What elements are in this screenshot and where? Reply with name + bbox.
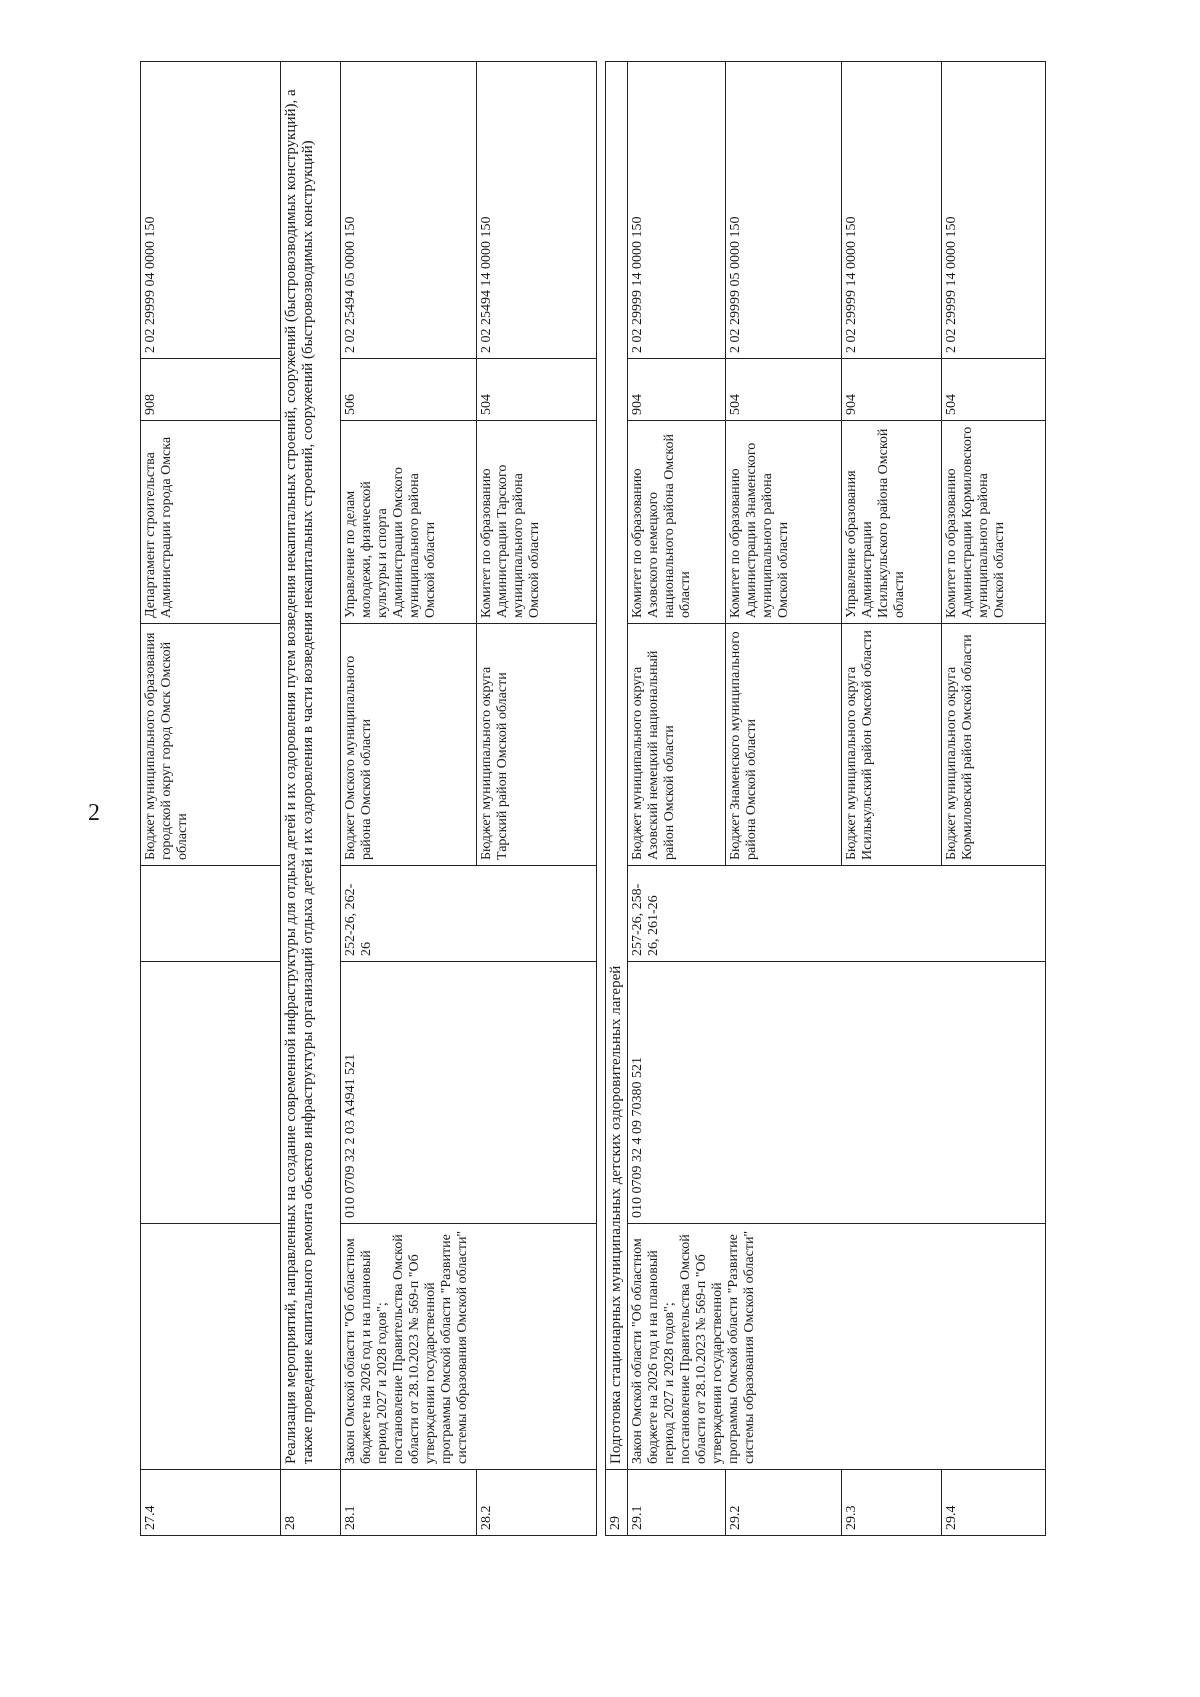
spacer <box>597 62 606 1536</box>
budget-name: Бюджет муниципального образования городской округ город Омск Омской области <box>141 624 281 866</box>
row-number: 29 <box>606 1470 628 1536</box>
row-number: 29.3 <box>842 1470 942 1536</box>
table-row-29-1 <box>628 62 726 1536</box>
rotated-table-container <box>140 62 1044 1536</box>
admin-code: 908 <box>141 359 281 421</box>
row-number: 28.2 <box>477 1470 597 1536</box>
revenue-code: 2 02 29999 14 0000 150 <box>842 62 942 359</box>
line-numbers: 252-26, 262-26 <box>341 866 597 962</box>
revenue-code: 2 02 29999 05 0000 150 <box>726 62 842 359</box>
revenue-code: 2 02 29999 14 0000 150 <box>942 62 1046 359</box>
budget-name: Бюджет муниципального округа Кормиловский район Омской области <box>942 624 1046 866</box>
row-number: 29.1 <box>628 1470 726 1536</box>
admin-code: 504 <box>726 359 842 421</box>
budget-name: Бюджет Знаменского муниципального района Омской области <box>726 624 842 866</box>
section-row-28 <box>281 62 341 1536</box>
administrator-name: Комитет по образованию Администрации Тарского муниципального района Омской области <box>477 421 597 624</box>
revenue-code: 2 02 29999 04 0000 150 <box>141 62 281 359</box>
row-number: 27.4 <box>141 1470 281 1536</box>
legal-basis: Закон Омской области "Об областном бюджете на 2026 год и на плановый период 2027 и 2028 годов"; постановление Правительства Омской области от 28.10.2023 № 569-п "Об утверждении государственной программы Омской области "Развитие системы образования Омской области" <box>628 1224 1046 1470</box>
budget-name: Бюджет Омского муниципального района Омской области <box>341 624 477 866</box>
row-number: 29.4 <box>942 1470 1046 1536</box>
classification-code: 010 0709 32 2 03 А4941 521 <box>341 962 597 1224</box>
line-numbers: 257-26, 258-26, 261-26 <box>628 866 1046 962</box>
admin-code: 904 <box>628 359 726 421</box>
admin-code: 506 <box>341 359 477 421</box>
revenue-code: 2 02 25494 05 0000 150 <box>341 62 477 359</box>
administrator-name: Комитет по образованию Азовского немецкого национального района Омской области <box>628 421 726 624</box>
spacer-row <box>597 62 606 1536</box>
section-title: Реализация мероприятий, направленных на создание современной инфраструктуры для отдыха детей и их оздоровления путем возведения некапитальных строений, сооружений (быстровозводимых конструкций), а также проведение капитального ремонта объектов инфраструктуры организаций отдыха детей и их оздоровления в части возведения некапитальных строений, сооружений (быстровозводимых конструкций) <box>281 62 341 1470</box>
section-title: Подготовка стационарных муниципальных детских оздоровительных лагерей <box>606 62 628 1470</box>
table-row-27-4 <box>141 62 281 1536</box>
admin-code: 904 <box>842 359 942 421</box>
budget-name: Бюджет муниципального округа Исилькульский район Омской области <box>842 624 942 866</box>
section-row-29 <box>606 62 628 1536</box>
budget-name: Бюджет муниципального округа Тарский район Омской области <box>477 624 597 866</box>
administrator-name: Управление по делам молодежи, физической культуры и спорта Администрации Омского муниципального района Омской области <box>341 421 477 624</box>
revenue-code: 2 02 29999 14 0000 150 <box>628 62 726 359</box>
budget-table <box>140 61 1046 1536</box>
line-number-cell <box>141 866 281 962</box>
administrator-name: Департамент строительства Администрации города Омска <box>141 421 281 624</box>
administrator-name: Управление образования Администрации Исилькульского района Омской области <box>842 421 942 624</box>
classification-code: 010 0709 32 4 09 70380 521 <box>628 962 1046 1224</box>
legal-basis-cell <box>141 1224 281 1470</box>
table-row-28-1 <box>341 62 477 1536</box>
administrator-name: Комитет по образованию Администрации Кормиловского муниципального района Омской области <box>942 421 1046 624</box>
revenue-code: 2 02 25494 14 0000 150 <box>477 62 597 359</box>
row-number: 28.1 <box>341 1470 477 1536</box>
legal-basis: Закон Омской области "Об областном бюджете на 2026 год и на плановый период 2027 и 2028 годов"; постановление Правительства Омской области от 28.10.2023 № 569-п "Об утверждении государственной программы Омской области "Развитие системы образования Омской области" <box>341 1224 597 1470</box>
admin-code: 504 <box>477 359 597 421</box>
page-number: 2 <box>88 800 100 826</box>
row-number: 28 <box>281 1470 341 1536</box>
admin-code: 504 <box>942 359 1046 421</box>
budget-name: Бюджет муниципального округа Азовский немецкий национальный район Омской области <box>628 624 726 866</box>
administrator-name: Комитет по образованию Администрации Знаменского муниципального района Омской области <box>726 421 842 624</box>
row-number: 29.2 <box>726 1470 842 1536</box>
classification-code-cell <box>141 962 281 1224</box>
